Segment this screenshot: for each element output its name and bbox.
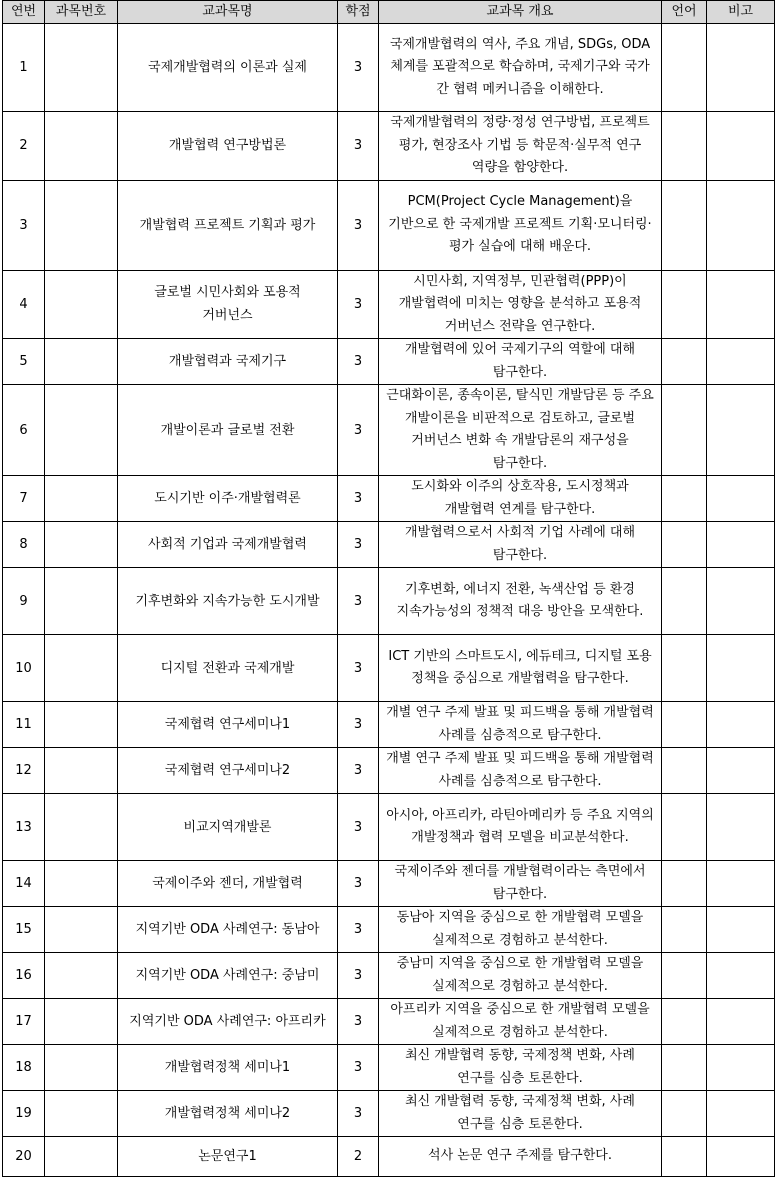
- cell-note: [707, 953, 775, 999]
- cell-name: 국제개발협력의 이론과 실제: [118, 24, 338, 112]
- cell-note: [707, 907, 775, 953]
- cell-no: 14: [3, 861, 45, 907]
- table-row: [3, 339, 775, 385]
- cell-note: [707, 748, 775, 794]
- table-row: [3, 1045, 775, 1091]
- cell-code: [45, 999, 118, 1045]
- cell-code: [45, 1091, 118, 1137]
- curriculum-table: [2, 0, 775, 1177]
- header-code: 과목번호: [45, 1, 118, 24]
- cell-name: 국제이주와 젠더, 개발협력: [118, 861, 338, 907]
- cell-note: [707, 180, 775, 270]
- cell-lang: [662, 568, 707, 635]
- cell-credit: 3: [338, 339, 379, 385]
- table-row: [3, 635, 775, 702]
- cell-code: [45, 748, 118, 794]
- cell-note: [707, 1091, 775, 1137]
- cell-name: 개발협력정책 세미나1: [118, 1045, 338, 1091]
- cell-summary: 동남아 지역을 중심으로 한 개발협력 모델을 실제적으로 경험하고 분석한다.: [379, 907, 662, 953]
- cell-no: 8: [3, 522, 45, 568]
- cell-name: 글로벌 시민사회와 포용적 거버넌스: [118, 270, 338, 339]
- cell-code: [45, 1045, 118, 1091]
- cell-credit: 3: [338, 702, 379, 748]
- cell-lang: [662, 635, 707, 702]
- cell-note: [707, 1137, 775, 1177]
- cell-summary: 국제개발협력의 정량·정성 연구방법, 프로젝트 평가, 현장조사 기법 등 학문적·실무적 연구 역량을 함양한다.: [379, 112, 662, 181]
- table-row: [3, 748, 775, 794]
- table-row: [3, 861, 775, 907]
- cell-name: 디지털 전환과 국제개발: [118, 635, 338, 702]
- table-row: [3, 1091, 775, 1137]
- cell-name: 개발협력정책 세미나2: [118, 1091, 338, 1137]
- cell-no: 7: [3, 476, 45, 522]
- table-row: [3, 568, 775, 635]
- cell-code: [45, 476, 118, 522]
- cell-code: [45, 794, 118, 861]
- cell-summary: ICT 기반의 스마트도시, 에듀테크, 디지털 포용 정책을 중심으로 개발협력을 탐구한다.: [379, 635, 662, 702]
- cell-summary: 시민사회, 지역정부, 민관협력(PPP)이 개발협력에 미치는 영향을 분석하고 포용적 거버넌스 전략을 연구한다.: [379, 270, 662, 339]
- cell-lang: [662, 270, 707, 339]
- cell-code: [45, 24, 118, 112]
- cell-lang: [662, 339, 707, 385]
- cell-summary: 국제이주와 젠더를 개발협력이라는 측면에서 탐구한다.: [379, 861, 662, 907]
- cell-note: [707, 24, 775, 112]
- cell-lang: [662, 702, 707, 748]
- cell-name: 지역기반 ODA 사례연구: 중남미: [118, 953, 338, 999]
- cell-no: 10: [3, 635, 45, 702]
- cell-note: [707, 861, 775, 907]
- table-row: [3, 794, 775, 861]
- cell-no: 12: [3, 748, 45, 794]
- table-row: [3, 953, 775, 999]
- cell-no: 20: [3, 1137, 45, 1177]
- cell-summary: 개발협력에 있어 국제기구의 역할에 대해 탐구한다.: [379, 339, 662, 385]
- cell-code: [45, 522, 118, 568]
- cell-note: [707, 999, 775, 1045]
- cell-no: 3: [3, 180, 45, 270]
- cell-code: [45, 339, 118, 385]
- cell-lang: [662, 748, 707, 794]
- cell-no: 6: [3, 385, 45, 476]
- cell-summary: 최신 개발협력 동향, 국제정책 변화, 사례 연구를 심층 토론한다.: [379, 1045, 662, 1091]
- table-row: [3, 702, 775, 748]
- cell-code: [45, 953, 118, 999]
- cell-code: [45, 112, 118, 181]
- cell-summary: 기후변화, 에너지 전환, 녹색산업 등 환경 지속가능성의 정책적 대응 방안을 모색한다.: [379, 568, 662, 635]
- table-header-row: [3, 1, 775, 24]
- table-row: [3, 907, 775, 953]
- cell-name: 국제협력 연구세미나2: [118, 748, 338, 794]
- cell-credit: 3: [338, 1045, 379, 1091]
- header-credit: 학점: [338, 1, 379, 24]
- cell-credit: 3: [338, 861, 379, 907]
- cell-credit: 3: [338, 635, 379, 702]
- cell-code: [45, 568, 118, 635]
- cell-credit: 3: [338, 270, 379, 339]
- cell-name: 개발협력과 국제기구: [118, 339, 338, 385]
- table-row: [3, 270, 775, 339]
- table-row: [3, 385, 775, 476]
- table-row: [3, 24, 775, 112]
- cell-note: [707, 385, 775, 476]
- table-row: [3, 999, 775, 1045]
- cell-name: 개발이론과 글로벌 전환: [118, 385, 338, 476]
- cell-lang: [662, 385, 707, 476]
- cell-note: [707, 339, 775, 385]
- cell-no: 16: [3, 953, 45, 999]
- cell-no: 5: [3, 339, 45, 385]
- cell-lang: [662, 1137, 707, 1177]
- cell-summary: 국제개발협력의 역사, 주요 개념, SDGs, ODA 체계를 포괄적으로 학습하며, 국제기구와 국가 간 협력 메커니즘을 이해한다.: [379, 24, 662, 112]
- cell-note: [707, 1045, 775, 1091]
- cell-credit: 3: [338, 1091, 379, 1137]
- cell-code: [45, 385, 118, 476]
- cell-credit: 3: [338, 907, 379, 953]
- cell-name: 개발협력 프로젝트 기획과 평가: [118, 180, 338, 270]
- header-name: 교과목명: [118, 1, 338, 24]
- cell-lang: [662, 112, 707, 181]
- cell-name: 논문연구1: [118, 1137, 338, 1177]
- cell-no: 1: [3, 24, 45, 112]
- cell-credit: 3: [338, 748, 379, 794]
- cell-credit: 3: [338, 112, 379, 181]
- cell-no: 19: [3, 1091, 45, 1137]
- cell-name: 개발협력 연구방법론: [118, 112, 338, 181]
- cell-credit: 2: [338, 1137, 379, 1177]
- cell-credit: 3: [338, 476, 379, 522]
- cell-summary: 도시화와 이주의 상호작용, 도시정책과 개발협력 연계를 탐구한다.: [379, 476, 662, 522]
- cell-note: [707, 270, 775, 339]
- cell-code: [45, 635, 118, 702]
- cell-note: [707, 635, 775, 702]
- cell-lang: [662, 180, 707, 270]
- cell-name: 지역기반 ODA 사례연구: 아프리카: [118, 999, 338, 1045]
- cell-code: [45, 180, 118, 270]
- cell-name: 기후변화와 지속가능한 도시개발: [118, 568, 338, 635]
- header-summary: 교과목 개요: [379, 1, 662, 24]
- cell-summary: 개별 연구 주제 발표 및 피드백을 통해 개발협력 사례를 심층적으로 탐구한다.: [379, 748, 662, 794]
- header-note: 비고: [707, 1, 775, 24]
- table-row: [3, 522, 775, 568]
- table-row: [3, 476, 775, 522]
- cell-name: 도시기반 이주·개발협력론: [118, 476, 338, 522]
- cell-credit: 3: [338, 385, 379, 476]
- cell-name: 비교지역개발론: [118, 794, 338, 861]
- cell-lang: [662, 24, 707, 112]
- cell-lang: [662, 861, 707, 907]
- cell-summary: 근대화이론, 종속이론, 탈식민 개발담론 등 주요 개발이론을 비판적으로 검토하고, 글로벌 거버넌스 변화 속 개발담론의 재구성을 탐구한다.: [379, 385, 662, 476]
- table-row: [3, 1137, 775, 1177]
- cell-lang: [662, 1091, 707, 1137]
- header-lang: 언어: [662, 1, 707, 24]
- cell-no: 17: [3, 999, 45, 1045]
- cell-credit: 3: [338, 999, 379, 1045]
- cell-code: [45, 270, 118, 339]
- cell-lang: [662, 999, 707, 1045]
- cell-lang: [662, 907, 707, 953]
- cell-summary: 최신 개발협력 동향, 국제정책 변화, 사례 연구를 심층 토론한다.: [379, 1091, 662, 1137]
- cell-no: 2: [3, 112, 45, 181]
- cell-name: 국제협력 연구세미나1: [118, 702, 338, 748]
- cell-no: 15: [3, 907, 45, 953]
- cell-name: 사회적 기업과 국제개발협력: [118, 522, 338, 568]
- cell-note: [707, 112, 775, 181]
- table-row: [3, 180, 775, 270]
- cell-no: 4: [3, 270, 45, 339]
- cell-lang: [662, 953, 707, 999]
- cell-lang: [662, 476, 707, 522]
- cell-summary: 개발협력으로서 사회적 기업 사례에 대해 탐구한다.: [379, 522, 662, 568]
- table-row: [3, 112, 775, 181]
- cell-summary: PCM(Project Cycle Management)을 기반으로 한 국제개발 프로젝트 기획·모니터링·평가 실습에 대해 배운다.: [379, 180, 662, 270]
- cell-lang: [662, 794, 707, 861]
- cell-credit: 3: [338, 568, 379, 635]
- cell-summary: 아시아, 아프리카, 라틴아메리카 등 주요 지역의 개발정책과 협력 모델을 비교분석한다.: [379, 794, 662, 861]
- cell-note: [707, 476, 775, 522]
- cell-no: 9: [3, 568, 45, 635]
- cell-code: [45, 702, 118, 748]
- cell-note: [707, 568, 775, 635]
- cell-no: 13: [3, 794, 45, 861]
- cell-summary: 개별 연구 주제 발표 및 피드백을 통해 개발협력 사례를 심층적으로 탐구한다.: [379, 702, 662, 748]
- cell-summary: 석사 논문 연구 주제를 탐구한다.: [379, 1137, 662, 1177]
- cell-summary: 아프리카 지역을 중심으로 한 개발협력 모델을 실제적으로 경험하고 분석한다.: [379, 999, 662, 1045]
- cell-summary: 중남미 지역을 중심으로 한 개발협력 모델을 실제적으로 경험하고 분석한다.: [379, 953, 662, 999]
- cell-no: 18: [3, 1045, 45, 1091]
- cell-credit: 3: [338, 180, 379, 270]
- header-no: 연번: [3, 1, 45, 24]
- cell-lang: [662, 522, 707, 568]
- cell-code: [45, 1137, 118, 1177]
- cell-lang: [662, 1045, 707, 1091]
- cell-credit: 3: [338, 794, 379, 861]
- cell-note: [707, 702, 775, 748]
- cell-name: 지역기반 ODA 사례연구: 동남아: [118, 907, 338, 953]
- cell-note: [707, 794, 775, 861]
- cell-note: [707, 522, 775, 568]
- cell-credit: 3: [338, 24, 379, 112]
- cell-credit: 3: [338, 953, 379, 999]
- cell-credit: 3: [338, 522, 379, 568]
- cell-code: [45, 861, 118, 907]
- cell-code: [45, 907, 118, 953]
- cell-no: 11: [3, 702, 45, 748]
